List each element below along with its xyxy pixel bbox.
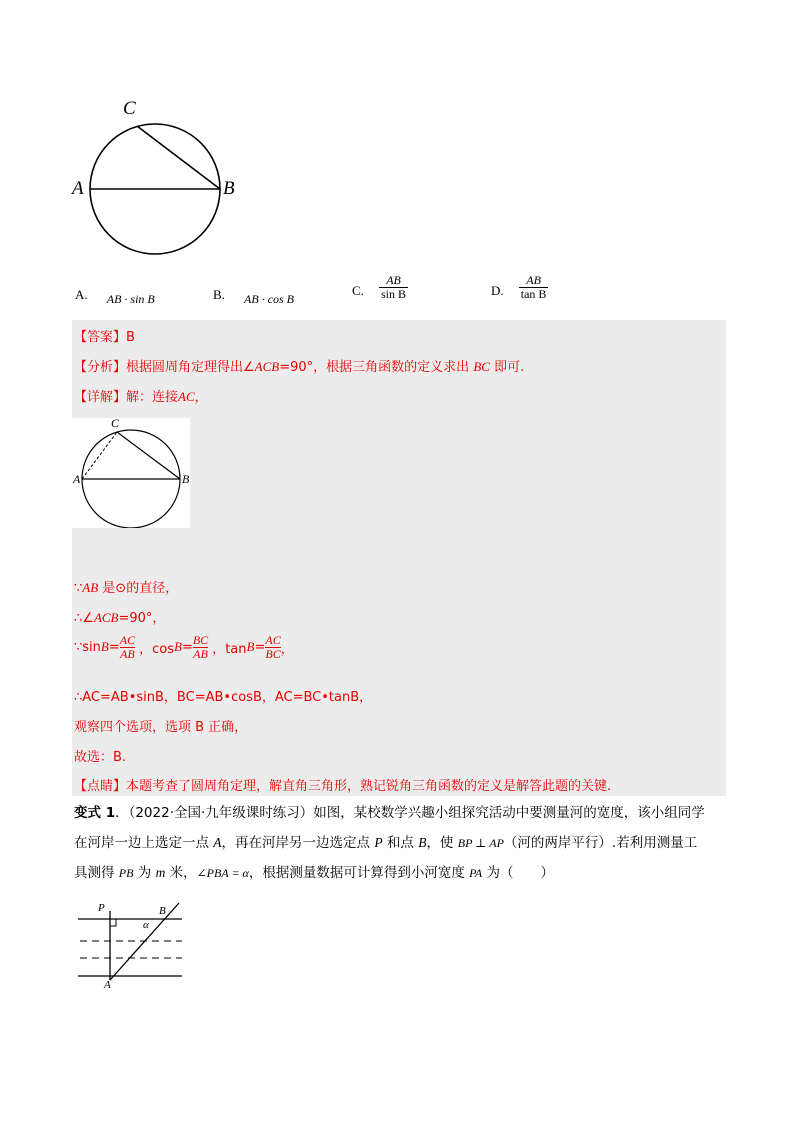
line3-d: ，根据测量数据可计算得到小河宽度 bbox=[248, 865, 470, 881]
step3-eq2: = bbox=[181, 639, 193, 655]
line3-a: 具测得 bbox=[74, 865, 119, 881]
step3-because: ∵ bbox=[74, 639, 83, 655]
choice-c-denominator: sin B bbox=[381, 287, 407, 302]
step3-b2: B bbox=[173, 639, 182, 655]
detail-line bbox=[74, 386, 208, 405]
step-4: ∴AC=AB•sinB，BC=AB•cosB，AC=BC•tanB， bbox=[74, 690, 373, 705]
step-5: 观察四个选项，选项 B 正确， bbox=[74, 720, 248, 735]
comment-line: 【点睛】本题考查了圆周角定理，解直角三角形，熟记锐角三角函数的定义是解答此题的关键. bbox=[74, 779, 612, 794]
step3-eq1: = bbox=[108, 639, 120, 655]
step-1 bbox=[74, 577, 178, 596]
step3-eq3: = bbox=[254, 639, 266, 655]
variant-line-1 bbox=[74, 799, 734, 828]
label-point-c: C bbox=[123, 98, 136, 119]
river-label-b: B bbox=[159, 905, 166, 917]
step1-post: 是⊙的直径， bbox=[98, 581, 179, 596]
variant-line-3 bbox=[74, 858, 734, 888]
line2-point-a: A bbox=[213, 835, 222, 850]
figure-river bbox=[78, 900, 188, 992]
line2-a: 在河岸一边上选定一点 bbox=[74, 835, 214, 851]
choice-d-letter: D. bbox=[491, 283, 504, 299]
choice-b-expr: AB · cos B bbox=[244, 292, 295, 306]
variant-question bbox=[74, 799, 734, 888]
line2-e: （河的两岸平行）.若利用测量工 bbox=[503, 835, 698, 851]
line3-pb: PB bbox=[118, 866, 134, 880]
fraction-tan-num: AC bbox=[265, 633, 281, 647]
fraction-cos-num: BC bbox=[192, 633, 209, 647]
circle-diagram-dashed bbox=[72, 418, 190, 528]
line3-c: 米， bbox=[165, 865, 197, 881]
line3-m: m bbox=[155, 865, 166, 880]
line2-perp: BP ⊥ AP bbox=[457, 836, 504, 850]
label-point-a: A bbox=[72, 178, 84, 199]
figure-circle-main bbox=[60, 96, 250, 266]
line3-b: 为 bbox=[133, 865, 156, 881]
step3-b1: B bbox=[100, 639, 109, 655]
analysis-acb: ACB bbox=[254, 359, 280, 374]
river-label-a: A bbox=[104, 979, 111, 991]
choice-d[interactable] bbox=[491, 274, 548, 301]
choice-a-expr: AB · sin B bbox=[106, 292, 155, 306]
fraction-cos-den: AB bbox=[193, 646, 208, 661]
fraction-tan-den: BC bbox=[265, 646, 281, 661]
analysis-tag: 【分析】 bbox=[74, 360, 127, 375]
step2-post: =90°， bbox=[118, 611, 166, 626]
choice-c-numerator: AB bbox=[386, 273, 401, 287]
analysis-text-3: 即可. bbox=[489, 360, 525, 375]
analysis-bc: BC bbox=[473, 359, 490, 374]
choice-a-letter: A. bbox=[75, 287, 88, 302]
line2-point-p: P bbox=[374, 835, 383, 850]
choice-d-numerator: AB bbox=[526, 273, 541, 287]
fraction-sin-den: AB bbox=[120, 646, 135, 661]
step1-pre: ∵ bbox=[74, 581, 83, 596]
line3-pa: PA bbox=[469, 866, 483, 880]
fraction-tan bbox=[265, 634, 280, 660]
line3-e: 为（ ） bbox=[482, 865, 555, 881]
river-diagram bbox=[78, 900, 188, 992]
analysis-line bbox=[74, 356, 524, 375]
choice-b-letter: B. bbox=[213, 287, 225, 302]
variant-title: 变式 1 bbox=[74, 805, 116, 821]
choice-d-denominator: tan B bbox=[520, 287, 547, 302]
label-point-b: B bbox=[223, 178, 235, 199]
step2-acb: ACB bbox=[93, 610, 119, 625]
detail-comma: ， bbox=[194, 390, 208, 405]
step-3 bbox=[74, 634, 294, 660]
choice-c[interactable] bbox=[352, 274, 408, 301]
figure-circle-solution bbox=[72, 418, 190, 528]
variant-line-2 bbox=[74, 828, 734, 858]
choice-a[interactable] bbox=[75, 284, 155, 306]
line3-angle: ∠PBA = α bbox=[196, 866, 249, 880]
choice-b[interactable] bbox=[213, 284, 295, 306]
variant-line1-text: ．（2022·全国·九年级课时练习）如图，某校数学兴趣小组探究活动中要测量河的宽度，该小组同学 bbox=[115, 805, 705, 821]
answer-section bbox=[72, 320, 726, 796]
label2-point-c: C bbox=[111, 416, 120, 430]
detail-tag: 【详解】 bbox=[74, 390, 127, 405]
line2-d: ，使 bbox=[426, 835, 458, 851]
label2-point-b: B bbox=[182, 472, 190, 486]
choice-c-letter: C. bbox=[352, 283, 364, 299]
detail-text: 解：连接 bbox=[126, 390, 179, 405]
river-label-p: P bbox=[98, 902, 105, 914]
line2-point-b: B bbox=[418, 835, 427, 850]
step-2 bbox=[74, 607, 165, 626]
choice-c-fraction bbox=[379, 274, 408, 301]
river-label-alpha: α bbox=[143, 919, 149, 931]
step2-pre: ∴∠ bbox=[74, 611, 94, 626]
step3-end: ， bbox=[280, 641, 294, 657]
step3-b3: B bbox=[246, 639, 255, 655]
fraction-sin-num: AC bbox=[119, 633, 136, 647]
step3-tan: ，tan bbox=[212, 641, 247, 657]
step1-ab: AB bbox=[82, 580, 99, 595]
detail-ac: AC bbox=[178, 389, 195, 404]
step3-cos: ，cos bbox=[139, 641, 174, 657]
line2-b: ，再在河岸另一边选定点 bbox=[221, 835, 375, 851]
choice-d-fraction bbox=[519, 274, 549, 301]
analysis-text-2: =90°，根据三角函数的定义求出 bbox=[279, 360, 474, 375]
step-6: 故选：B. bbox=[74, 750, 127, 765]
fraction-cos bbox=[193, 634, 208, 660]
step3-sin: sin bbox=[82, 639, 101, 655]
line2-c: 和点 bbox=[382, 835, 419, 851]
circle-diagram bbox=[60, 96, 250, 266]
label2-point-a: A bbox=[73, 472, 81, 486]
answer-line: 【答案】B bbox=[74, 330, 135, 345]
fraction-sin bbox=[120, 634, 135, 660]
analysis-text-1: 根据圆周角定理得出∠ bbox=[126, 360, 255, 375]
